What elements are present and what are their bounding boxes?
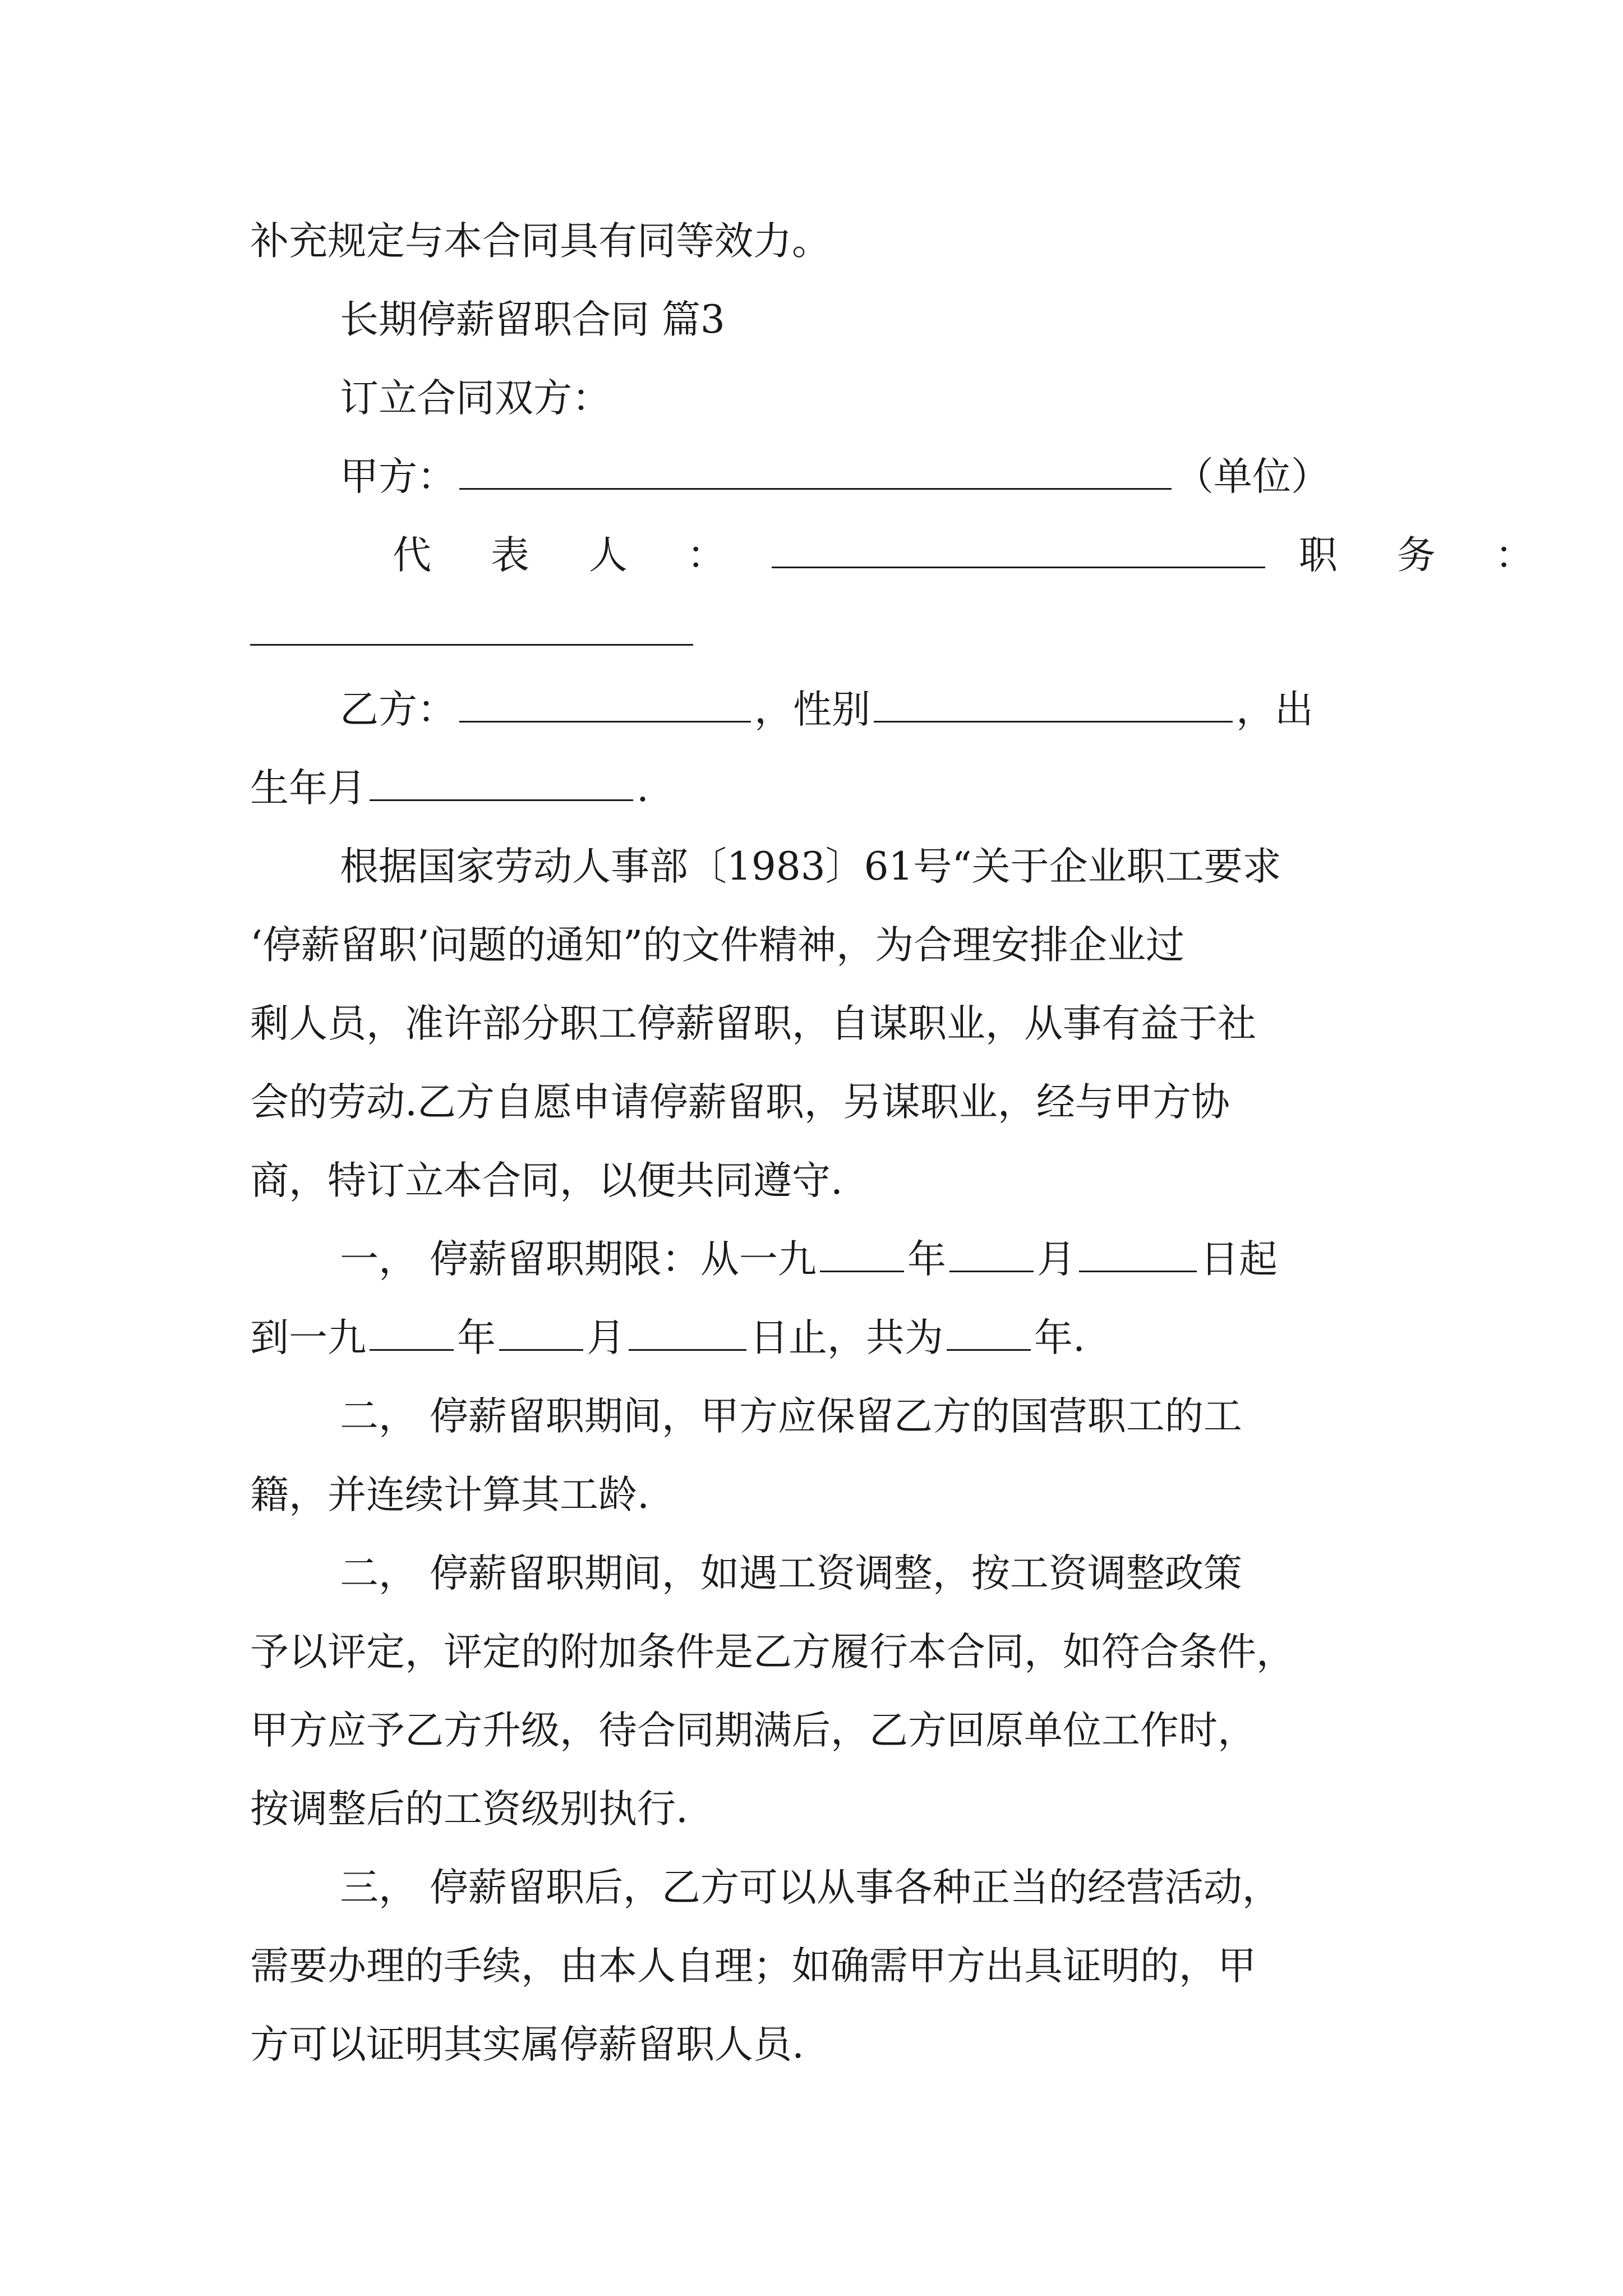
party-b-label: 乙方： [340, 687, 456, 732]
representative-blank [772, 535, 1265, 568]
term-line-2: 到一九 年 月 日止，共为 年. [250, 1315, 1085, 1360]
text-line: 补充规定与本合同具有同等效力。 [250, 219, 831, 264]
text-line: 方可以证明其实属停薪留职人员. [250, 2022, 804, 2067]
birth-prefix: ，出 [1236, 687, 1313, 732]
text-line: 会的劳动.乙方自愿申请停薪留职，另谋职业，经与甲方协 [250, 1080, 1230, 1125]
text-line: 需要办理的手续，由本人自理；如确需甲方出具证明的，甲 [250, 1944, 1256, 1989]
party-b-line [340, 670, 1484, 749]
unit-label: （单位） [1175, 454, 1330, 499]
text-line: ‘停薪留职’问题的通知”的文件精神，为合理安排企业过 [250, 923, 1185, 968]
position-label: 职 务 ： [1298, 533, 1557, 578]
month-blank [949, 1239, 1034, 1272]
text-line: 三， 停薪留职后，乙方可以从事各种正当的经营活动， [340, 1865, 1281, 1910]
text-line: 甲方应予乙方升级，待合同期满后，乙方回原单位工作时， [250, 1708, 1256, 1753]
position-blank [250, 644, 693, 646]
text-line: 籍，并连续计算其工龄. [250, 1473, 649, 1517]
birth-line: 生年月 . [250, 766, 649, 811]
text-line: 按调整后的工资级别执行. [250, 1787, 688, 1832]
month-blank [499, 1318, 583, 1351]
text-line: 根据国家劳动人事部〔1983〕61号“关于企业职工要求 [340, 844, 1281, 889]
day-blank [629, 1318, 746, 1351]
total-years-blank [947, 1318, 1031, 1351]
party-a-label: 甲方： [340, 454, 456, 499]
gender-label: ，性别 [754, 687, 870, 732]
section-heading: 长期停薪留职合同 篇3 [340, 297, 725, 342]
party-b-blank [459, 689, 751, 723]
representative-line [393, 516, 1557, 595]
birth-blank [370, 768, 633, 801]
text-line: 予以评定，评定的附加条件是乙方履行本合同，如符合条件， [250, 1630, 1295, 1674]
party-a-blank [459, 457, 1172, 490]
text-line: 二， 停薪留职期间，甲方应保留乙方的国营职工的工 [340, 1394, 1242, 1439]
birth-label: 生年月 [250, 766, 366, 811]
text-line: 二， 停薪留职期间，如遇工资调整，按工资调整政策 [340, 1551, 1242, 1596]
text-line: 剩人员，准许部分职工停薪留职，自谋职业，从事有益于社 [250, 1001, 1256, 1046]
term-line-1: 一， 停薪留职期限：从一九 年 月 日起 [340, 1237, 1278, 1282]
text-line: 订立合同双方： [340, 376, 611, 421]
text-line: 商，特订立本合同，以便共同遵守. [250, 1158, 843, 1203]
party-a-line [340, 438, 1484, 516]
year-blank [370, 1318, 454, 1351]
year-blank [820, 1239, 904, 1272]
gender-blank [874, 689, 1233, 723]
representative-label: 代 表 人 ： [393, 533, 749, 578]
day-blank [1079, 1239, 1197, 1272]
